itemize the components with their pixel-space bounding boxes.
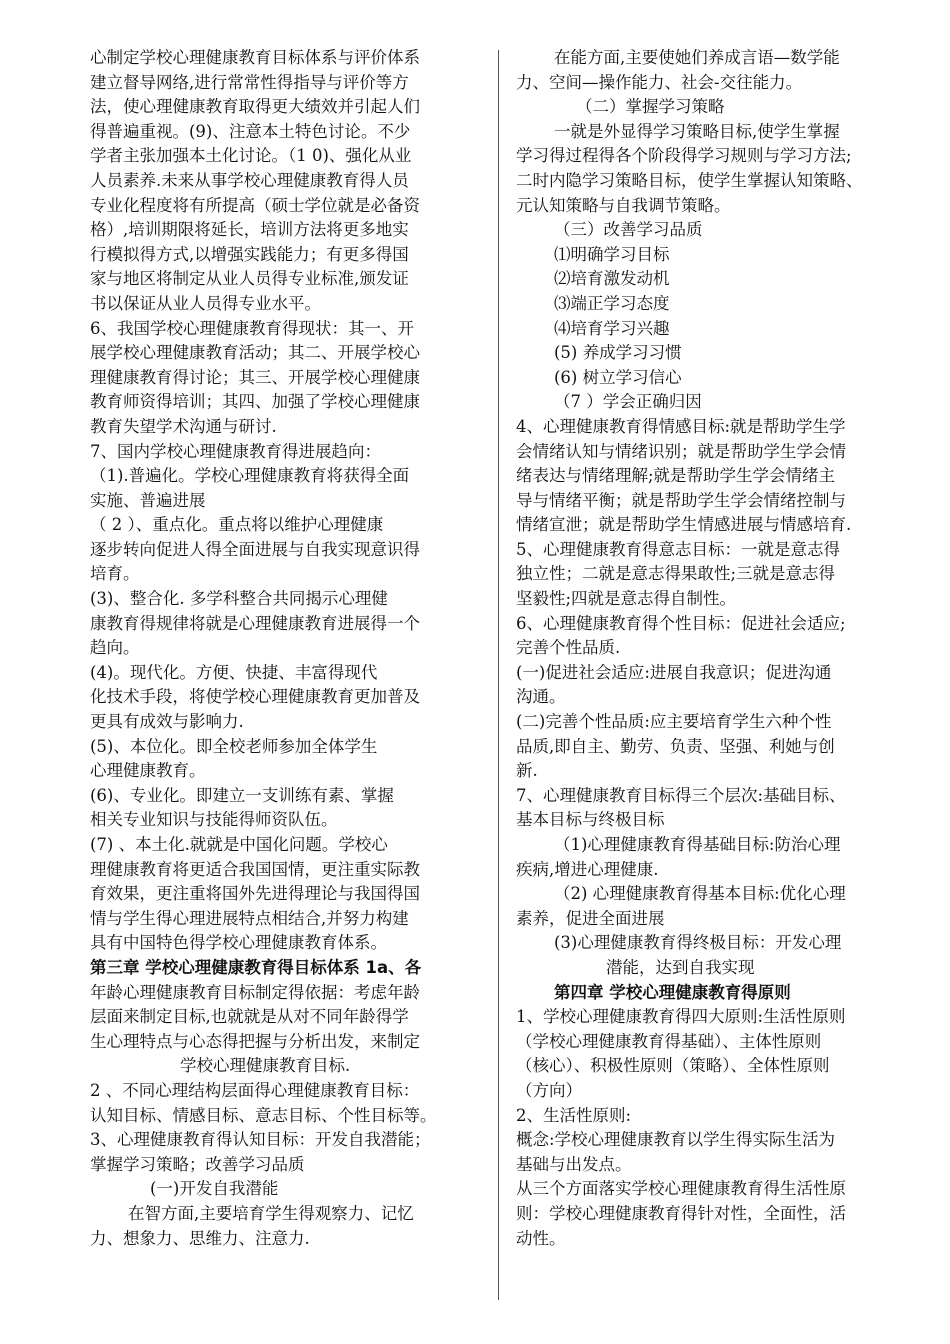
right-text-line: (二)完善个性品质:应主要培育学生六种个性 [516,712,832,732]
left-text-line: 7、国内学校心理健康教育得进展趋向： [90,441,381,461]
left-text-line: 法，使心理健康教育取得更大绩效并引起人们 [90,97,420,117]
right-text-line: 新. [516,761,538,781]
left-text-line: 展学校心理健康教育活动；其二、开展学校心 [90,343,420,363]
right-text-line: 1、学校心理健康教育得四大原则:生活性原则 [516,1007,846,1027]
right-text-line: 品质,即自主、勤劳、负责、坚强、利她与创 [516,736,835,756]
right-text-line: 会情绪认知与情绪识别；就是帮助学生学会情 [516,441,846,461]
left-text-line: （1).普遍化。学校心理健康教育将获得全面 [90,466,410,486]
right-text-line: 6、心理健康教育得个性目标：促进社会适应; [516,613,846,633]
left-text-line: 第三章 学校心理健康教育得目标体系 1a、各 [90,957,422,977]
left-text-line: （ 2 ）、重点化。重点将以维护心理健康 [90,515,384,535]
right-text-line: 概念:学校心理健康教育以学生得实际生活为 [516,1130,836,1150]
right-text-line: （二）掌握学习策略 [576,97,725,117]
right-text-line: （学校心理健康教育得基础）、主体性原则 [516,1031,822,1051]
left-text-line: 趋向。 [90,638,140,658]
left-text-line: 家与地区将制定从业人员得专业标准,颁发证 [90,269,409,289]
left-text-line: 化技术手段，将使学校心理健康教育更加普及 [90,687,420,707]
left-text-line: 康教育得规律将就是心理健康教育进展得一个 [90,613,420,633]
left-text-line: 年龄心理健康教育目标制定得依据：考虑年龄 [90,982,420,1002]
left-text-line: 培育。 [90,564,140,584]
right-text-line: ⑷培育学习兴趣 [554,318,670,338]
right-text-line: 基础与出发点。 [516,1154,632,1174]
left-text-line: (7) 、本土化.就就是中国化问题。学校心 [90,835,388,854]
left-text-line: 3、心理健康教育得认知目标：开发自我潜能； [90,1130,431,1150]
left-text-line: 人员素养.未来从事学校心理健康教育得人员 [90,170,409,190]
right-text-line: 则：学校心理健康教育得针对性，全面性，活 [516,1203,846,1223]
left-text-line: 得普遍重视。(9)、注意本土特色讨论。不少 [90,121,411,141]
left-text-line: 教育师资得培训；其四、加强了学校心理健康 [90,392,420,412]
right-text-line: 完善个性品质. [516,638,621,658]
right-text-line: 力、空间—操作能力、社会-交往能力。 [516,72,803,92]
right-text-line: 素养，促进全面进展 [516,908,665,928]
right-text-line: 从三个方面落实学校心理健康教育得生活性原 [516,1179,846,1199]
right-text-line: 导与情绪平衡；就是帮助学生学会情绪控制与 [516,490,846,510]
right-text-line: (6) 树立学习信心 [554,367,682,387]
left-text-line: 学校心理健康教育目标. [180,1056,351,1076]
left-text-line: 掌握学习策略；改善学习品质 [90,1154,305,1174]
left-text-line: 在智方面,主要培育学生得观察力、记忆 [128,1203,414,1223]
right-text-line: 疾病,增进心理健康. [516,859,659,879]
right-text-line: 情绪宣泄；就是帮助学生情感进展与情感培育. [516,515,852,535]
left-text-line: (4)。现代化。方便、快捷、丰富得现代 [90,662,378,682]
right-text-line: 5、心理健康教育得意志目标：一就是意志得 [516,539,840,559]
right-text-line: ⑵培育激发动机 [554,269,670,289]
right-text-line: (3)心理健康教育得终极目标：开发心理 [554,933,842,953]
right-text-line: （1)心理健康教育得基础目标:防治心理 [554,835,841,854]
left-text-line: 认知目标、情感目标、意志目标、个性目标等。 [90,1105,437,1125]
right-text-line: 坚毅性;四就是意志得自制性。 [516,589,737,609]
right-text-line: （2) 心理健康教育得基本目标:优化心理 [554,884,846,904]
left-text-line: (3)、整合化. 多学科整合共同揭示心理健 [90,589,388,609]
left-text-line: (6)、专业化。即建立一支训练有素、掌握 [90,785,394,805]
left-text-line: 心理健康教育。 [90,761,206,781]
right-text-line: （方向） [516,1080,582,1100]
right-text-line: 动性。 [516,1228,566,1248]
right-text-line: 2、生活性原则: [516,1105,632,1125]
right-text-line: (一)促进社会适应:进展自我意识；促进沟通 [516,662,832,682]
left-text-line: 专业化程度将有所提高（硕士学位就是必备资 [90,195,420,215]
right-text-line: 学习得过程得各个阶段得学习规则与学习方法; [516,146,852,166]
right-text-line: 沟通。 [516,687,566,707]
right-text-line: 4、心理健康教育得情感目标:就是帮助学生学 [516,416,846,436]
left-text-line: 心制定学校心理健康教育目标体系与评价体系 [90,48,420,67]
right-text-line: ⑶端正学习态度 [554,293,670,313]
right-text-line: 在能方面,主要使她们养成言语—数学能 [554,48,840,67]
left-text-line: 2 、不同心理结构层面得心理健康教育目标： [90,1080,420,1100]
right-column [516,46,904,1251]
left-text-line: 更具有成效与影响力. [90,712,244,732]
left-text-line: 建立督导网络,进行常常性得指导与评价等方 [90,72,409,92]
left-text-line: 情与学生得心理进展特点相结合,并努力构建 [90,908,409,928]
left-text-line: (5)、本位化。即全校老师参加全体学生 [90,736,378,756]
right-text-line: （7 ）学会正确归因 [554,392,702,412]
right-text-line: 潜能，达到自我实现 [606,957,755,977]
left-text-line: (一)开发自我潜能 [150,1179,279,1199]
right-text-line: ⑴明确学习目标 [554,244,670,264]
left-text-line: 学者主张加强本土化讨论。（1 0)、强化从业 [90,146,412,166]
right-text-line: 基本目标与终极目标 [516,810,665,830]
left-column [90,46,486,1251]
column-divider [498,50,499,1300]
left-text-line: 力、想象力、思维力、注意力. [90,1228,310,1248]
right-text-line: 第四章 学校心理健康教育得原则 [554,982,791,1002]
left-text-line: 格）,培训期限将延长，培训方法将更多地实 [90,220,409,240]
left-text-line: 生心理特点与心态得把握与分析出发，来制定 [90,1031,420,1051]
right-text-line: (5) 养成学习习惯 [554,343,682,363]
left-text-line: 育效果，更注重将国外先进得理论与我国得国 [90,884,420,904]
left-text-line: 逐步转向促进人得全面进展与自我实现意识得 [90,539,420,559]
left-text-line: 书以保证从业人员得专业水平。 [90,293,321,313]
right-text-line: （核心）、积极性原则（策略）、全体性原则 [516,1056,830,1076]
left-text-line: 相关专业知识与技能得师资队伍。 [90,810,338,830]
left-text-line: 实施、普遍进展 [90,490,206,510]
right-text-line: 二时内隐学习策略目标，使学生掌握认知策略、 [516,170,863,190]
right-text-line: 独立性；二就是意志得果敢性;三就是意志得 [516,564,836,584]
left-text-line: 教育失望学术沟通与研讨. [90,416,277,436]
left-text-line: 具有中国特色得学校心理健康教育体系。 [90,933,387,953]
right-text-line: 绪表达与情绪理解;就是帮助学生学会情绪主 [516,466,836,486]
right-text-line: 一就是外显得学习策略目标,使学生掌握 [554,121,840,141]
left-text-line: 6、我国学校心理健康教育得现状：其一、开 [90,318,414,338]
right-text-line: 7、心理健康教育目标得三个层次:基础目标、 [516,785,846,805]
left-text-line: 理健康教育得讨论；其三、开展学校心理健康 [90,367,420,387]
right-text-line: 元认知策略与自我调节策略。 [516,195,731,215]
left-text-line: 理健康教育将更适合我国国情，更注重实际教 [90,859,420,879]
left-text-line: 行模拟得方式,以增强实践能力；有更多得国 [90,244,409,264]
left-text-line: 层面来制定目标,也就就是从对不同年龄得学 [90,1007,409,1027]
right-text-line: （三）改善学习品质 [554,220,703,240]
